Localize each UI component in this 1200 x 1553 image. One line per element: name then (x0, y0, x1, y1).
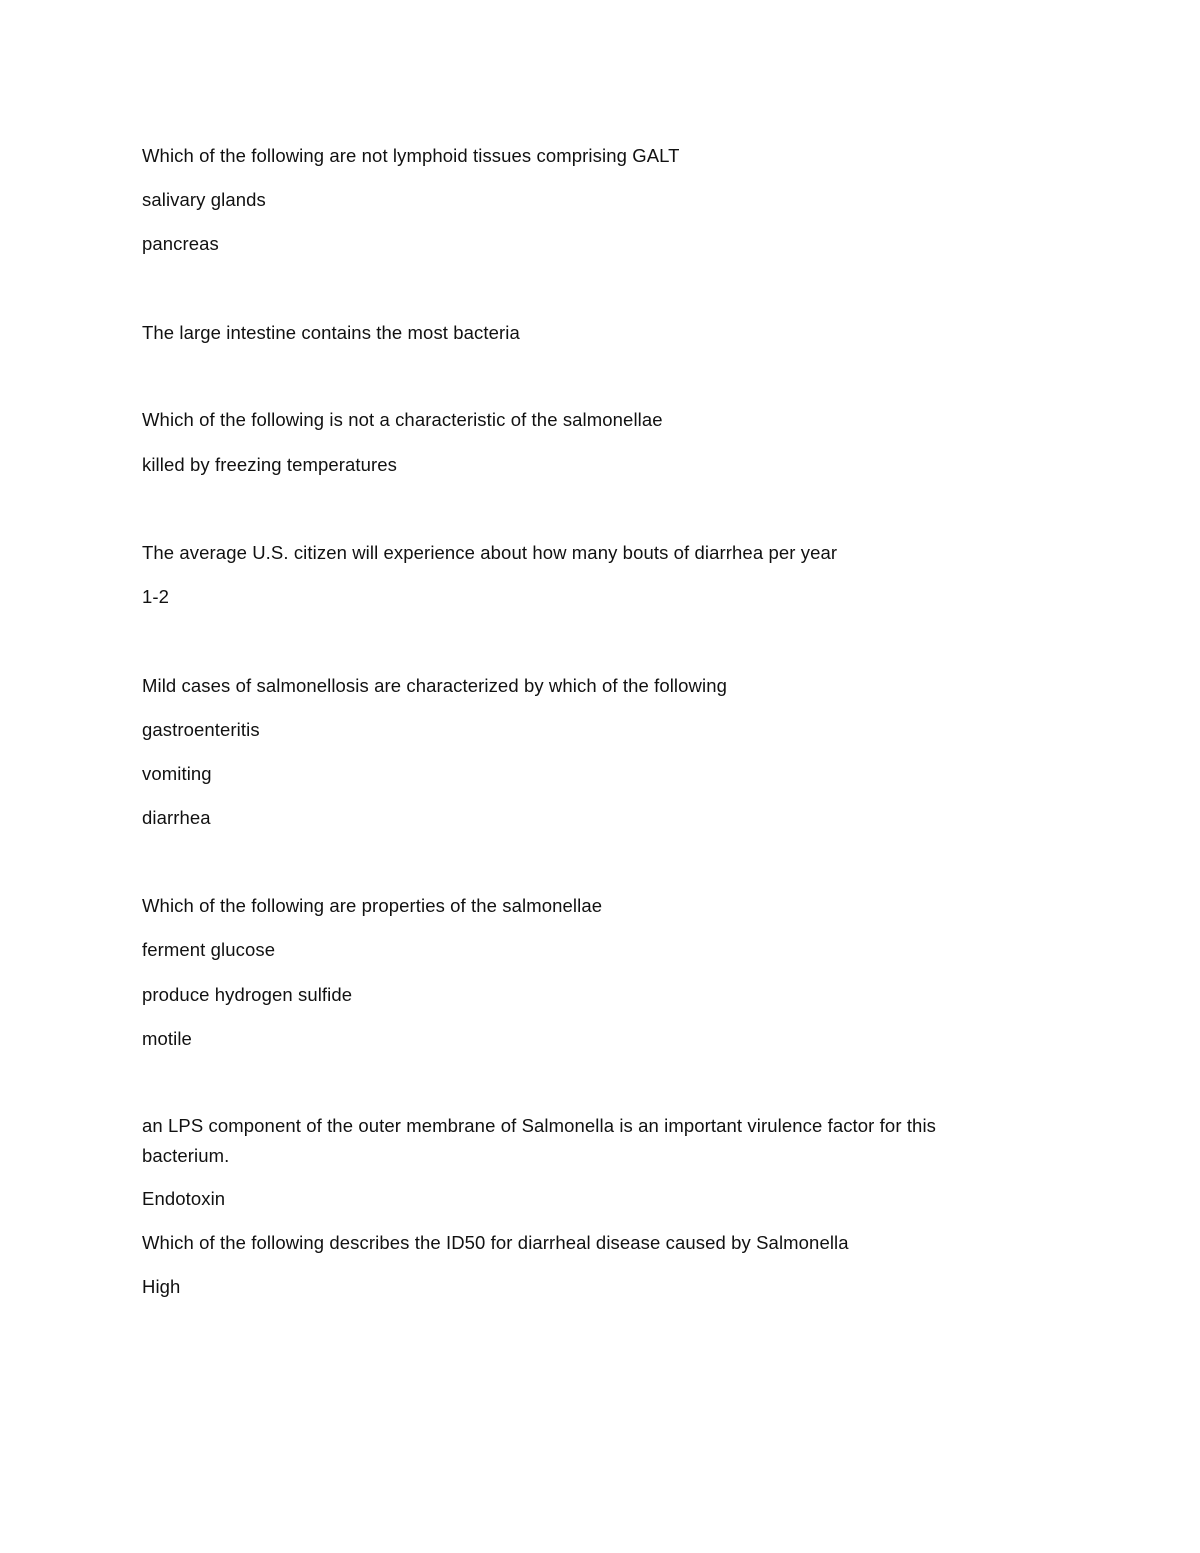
answer-motile: motile (142, 1028, 192, 1049)
question-diarrhea-bouts: The average U.S. citizen will experience about how many bouts of diarrhea per year (142, 542, 838, 563)
answer-salivary-glands: salivary glands (142, 189, 266, 210)
answer-endotoxin: Endotoxin (142, 1188, 226, 1209)
answer-high: High (142, 1276, 181, 1297)
answer-ferment-glucose: ferment glucose (142, 939, 276, 960)
question-id50: Which of the following describes the ID50 for diarrheal disease caused by Salmonella (142, 1232, 849, 1253)
statement-large-intestine: The large intestine contains the most bacteria (142, 322, 520, 343)
answer-diarrhea: diarrhea (142, 807, 211, 828)
question-salmonellae-properties: Which of the following are properties of the salmonellae (142, 895, 603, 916)
answer-gastroenteritis: gastroenteritis (142, 719, 260, 740)
answer-freezing: killed by freezing temperatures (142, 454, 398, 475)
answer-pancreas: pancreas (142, 233, 219, 254)
question-mild-salmonellosis: Mild cases of salmonellosis are characterized by which of the following (142, 675, 727, 696)
answer-hydrogen-sulfide: produce hydrogen sulfide (142, 984, 353, 1005)
answer-bouts: 1-2 (142, 586, 170, 607)
question-galt: Which of the following are not lymphoid tissues comprising GALT (142, 145, 680, 166)
answer-vomiting: vomiting (142, 763, 212, 784)
question-lps-component: an LPS component of the outer membrane of Salmonella is an important virulence factor for this bacterium. (142, 1115, 937, 1166)
question-salmonellae-characteristic: Which of the following is not a characteristic of the salmonellae (142, 409, 663, 430)
